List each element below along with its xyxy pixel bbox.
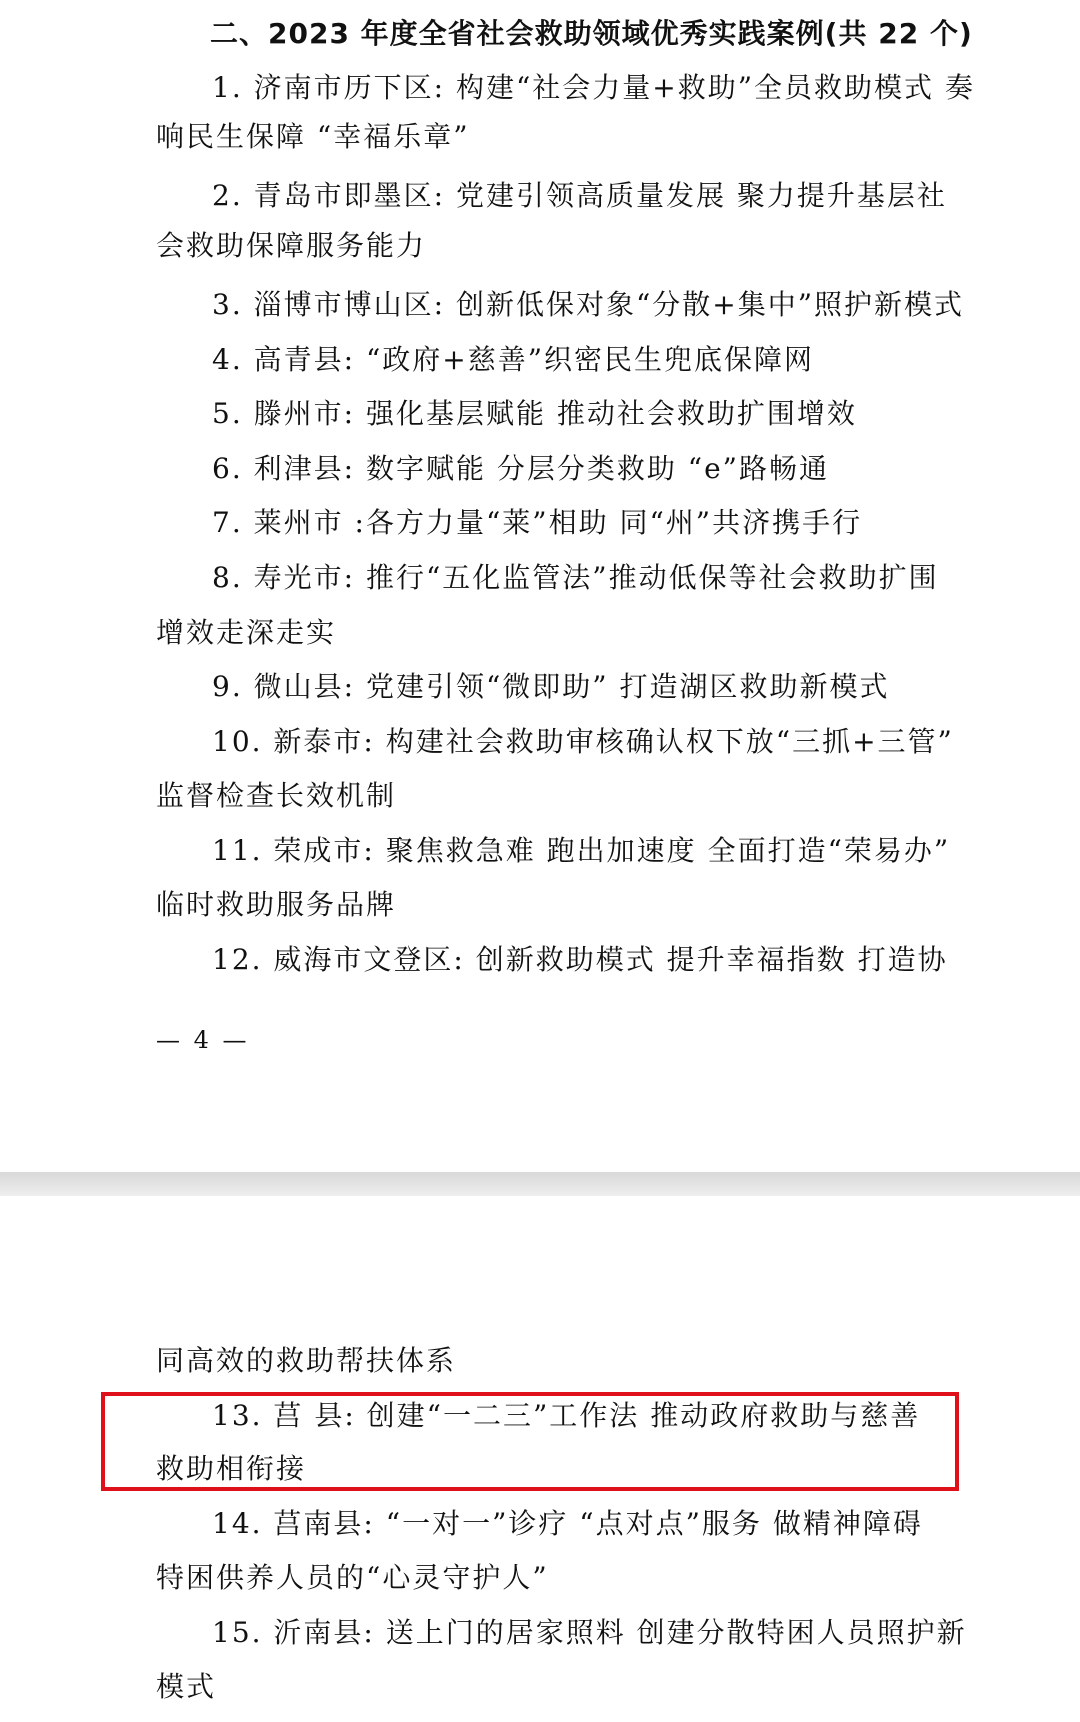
- list-item-8-line-2: 增效走深走实: [156, 616, 337, 649]
- list-item-2-line-1: 2. 青岛市即墨区: 党建引领高质量发展 聚力提升基层社: [212, 179, 947, 212]
- list-item-13-line-2: 救助相衔接: [156, 1452, 307, 1485]
- list-item-15-line-2: 模式: [156, 1670, 217, 1703]
- list-item-4: 4. 高青县: “政府+慈善”织密民生兜底保障网: [212, 343, 815, 376]
- list-item-6: 6. 利津县: 数字赋能 分层分类救助 “e”路畅通: [212, 452, 829, 485]
- list-item-13-line-1: 13. 莒 县: 创建“一二三”工作法 推动政府救助与慈善: [212, 1399, 921, 1432]
- list-item-1-line-2: 响民生保障 “幸福乐章”: [156, 120, 470, 153]
- page-number: — 4 —: [156, 1026, 250, 1054]
- list-item-3: 3. 淄博市博山区: 创新低保对象“分散+集中”照护新模式: [212, 288, 965, 321]
- list-item-10-line-1: 10. 新泰市: 构建社会救助审核确认权下放“三抓+三管”: [212, 725, 954, 758]
- list-item-8-line-1: 8. 寿光市: 推行“五化监管法”推动低保等社会救助扩围: [212, 561, 939, 594]
- list-item-5: 5. 滕州市: 强化基层赋能 推动社会救助扩围增效: [212, 397, 857, 430]
- list-item-11-line-1: 11. 荣成市: 聚焦救急难 跑出加速度 全面打造“荣易办”: [212, 834, 951, 867]
- list-item-14-line-2: 特困供养人员的“心灵守护人”: [156, 1561, 549, 1594]
- list-item-11-line-2: 临时救助服务品牌: [156, 888, 397, 921]
- list-item-7: 7. 莱州市 :各方力量“莱”相助 同“州”共济携手行: [212, 506, 863, 539]
- list-item-15-line-1: 15. 沂南县: 送上门的居家照料 创建分散特困人员照护新: [212, 1616, 967, 1649]
- list-item-2-line-2: 会救助保障服务能力: [156, 229, 427, 262]
- section-heading: 二、2023 年度全省社会救助领域优秀实践案例(共 22 个): [210, 17, 973, 50]
- list-item-12-line-2: 同高效的救助帮扶体系: [156, 1344, 457, 1377]
- list-item-12-line-1: 12. 威海市文登区: 创新救助模式 提升幸福指数 打造协: [212, 943, 948, 976]
- list-item-1-line-1: 1. 济南市历下区: 构建“社会力量+救助”全员救助模式 奏: [212, 71, 975, 104]
- list-item-9: 9. 微山县: 党建引领“微即助” 打造湖区救助新模式: [212, 670, 890, 703]
- list-item-10-line-2: 监督检查长效机制: [156, 779, 397, 812]
- highlight-box: [101, 1392, 959, 1491]
- list-item-14-line-1: 14. 莒南县: “一对一”诊疗 “点对点”服务 做精神障碍: [212, 1507, 923, 1540]
- page-separator: [0, 1172, 1080, 1196]
